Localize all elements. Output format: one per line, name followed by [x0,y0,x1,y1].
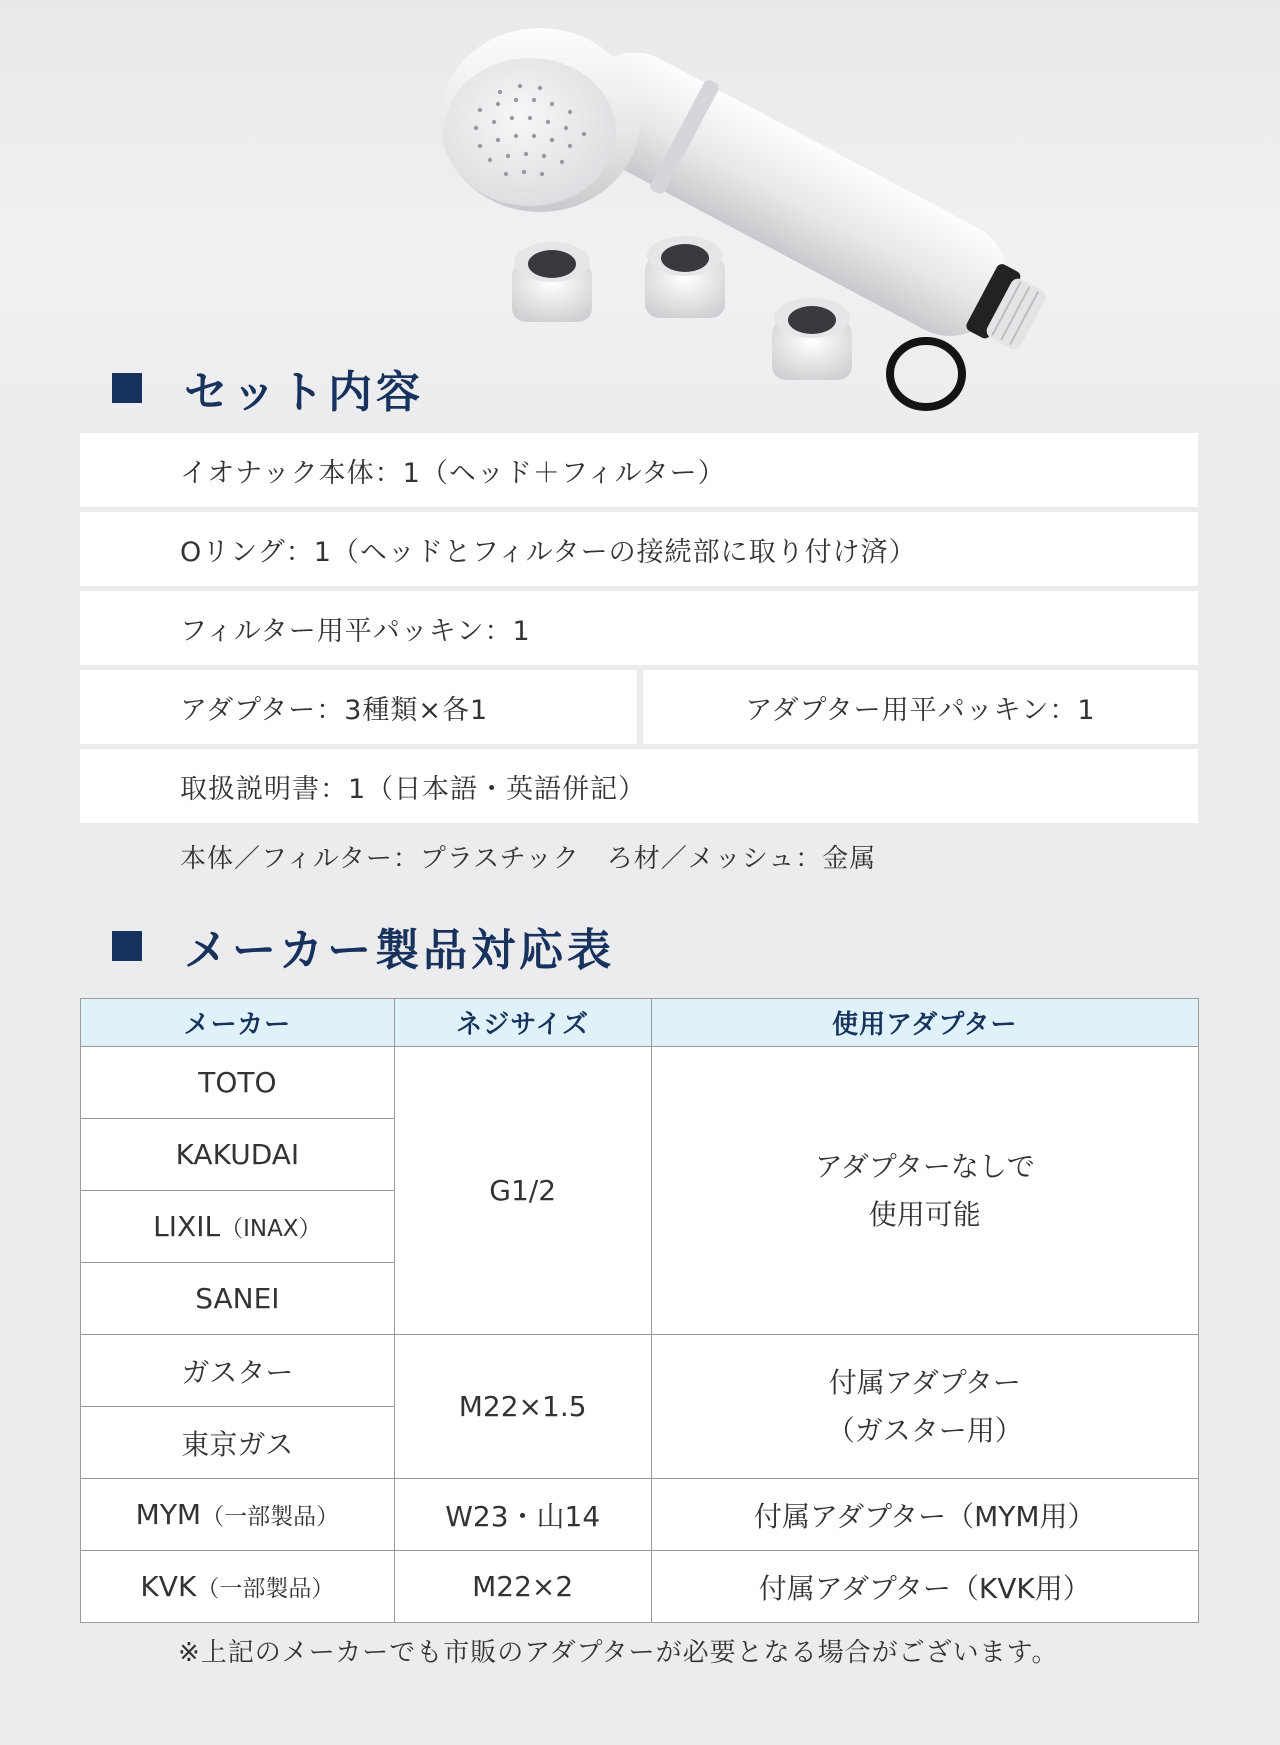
set-item-row [80,591,1198,665]
table-row [81,1047,1199,1119]
set-item-text: フィルター用平パッキン：1 [180,615,531,647]
table-row [81,1335,1199,1407]
set-item-text: Oリング：1（ヘッドとフィルターの接続部に取り付け済） [180,536,917,568]
split-right-cell [643,670,1198,744]
maker-cell: ガスター [81,1335,395,1407]
heading-square-icon [112,931,142,961]
adapter-cell: 付属アダプター（KVK用） [651,1551,1198,1623]
set-item-text: イオナック本体：1（ヘッド＋フィルター） [180,457,726,489]
set-item-row-split [80,670,1198,744]
thread-cell: W23・山14 [394,1479,651,1551]
maker-cell [81,1551,395,1623]
adapter-text-line: アダプターなしで [814,1149,1035,1183]
set-item-text: アダプター：3種類×各1 [180,694,489,726]
adapter-text-line: 使用可能 [868,1197,981,1231]
maker-note: （INAX） [220,1216,322,1242]
heading-square-icon [112,373,142,403]
maker-cell: TOTO [81,1047,395,1119]
adapter-text-line: 付属アダプター [828,1365,1021,1399]
set-contents-heading [112,356,424,420]
thread-cell: M22×1.5 [394,1335,651,1479]
thread-cell: G1/2 [394,1047,651,1335]
adapter-2 [645,236,725,318]
compat-heading [112,914,615,978]
maker-cell [81,1479,395,1551]
adapter-text-line: （ガスター用） [826,1413,1023,1447]
header-thread: ネジサイズ [394,999,651,1047]
maker-cell: SANEI [81,1263,395,1335]
maker-cell: KAKUDAI [81,1119,395,1191]
adapter-cell [651,1047,1198,1335]
table-row [81,1479,1199,1551]
set-item-row [80,512,1198,586]
maker-name: KVK [140,1570,197,1603]
thread-cell: M22×2 [394,1551,651,1623]
compat-table [80,998,1199,1623]
set-item-text: 取扱説明書：1（日本語・英語併記） [180,773,647,805]
set-contents-title: セット内容 [184,367,424,418]
material-note: 本体／フィルター：プラスチック ろ材／メッシュ：金属 [180,844,877,874]
adapter-cell [651,1335,1198,1479]
adapter-3 [772,298,852,380]
maker-cell: 東京ガス [81,1407,395,1479]
adapter-cell: 付属アダプター（MYM用） [651,1479,1198,1551]
split-left-cell [80,670,637,744]
adapter-1 [512,242,592,322]
table-row [81,1551,1199,1623]
compat-title: メーカー製品対応表 [184,925,616,976]
header-adapter: 使用アダプター [651,999,1198,1047]
set-item-text: アダプター用平パッキン：1 [745,694,1096,726]
table-header-row [81,999,1199,1047]
footnote: ※上記のメーカーでも市販のアダプターが必要となる場合がございます。 [178,1638,1059,1668]
header-maker: メーカー [81,999,395,1047]
set-item-row [80,433,1198,507]
maker-cell [81,1191,395,1263]
set-item-row [80,749,1198,823]
maker-name: LIXIL [153,1210,221,1243]
maker-name: MYM [135,1498,202,1531]
maker-note: （一部製品） [196,1576,335,1602]
maker-note: （一部製品） [201,1504,340,1530]
